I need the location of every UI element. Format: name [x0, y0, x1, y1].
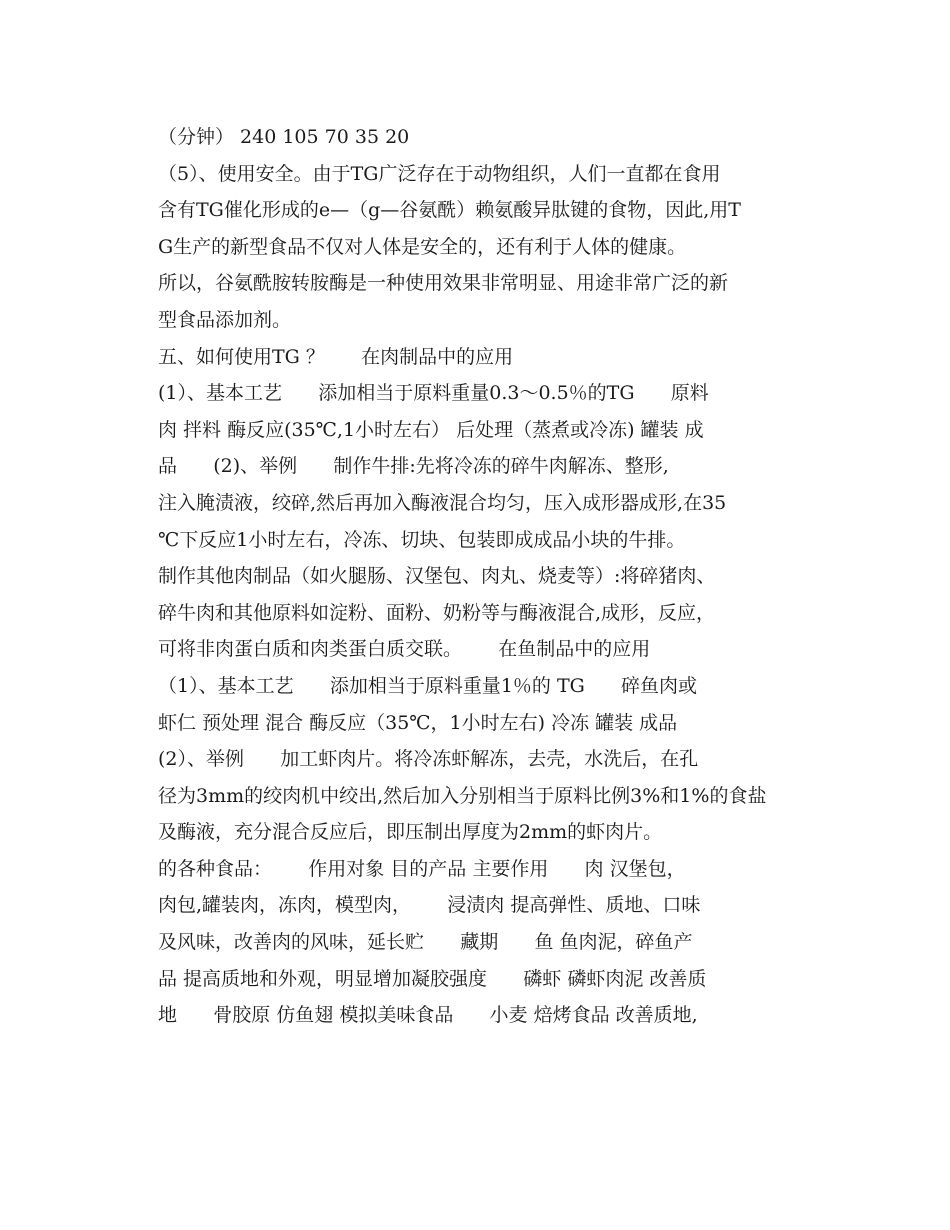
text-line: ℃下反应1小时左右，冷冻、切块、包装即成成品小块的牛排。	[158, 528, 686, 551]
text-line: (2）、举例 加工虾肉片。将冷冻虾解冻，去壳，水洗后，在孔	[158, 748, 699, 771]
text-line: 的各种食品： 作用对象 目的产品 主要作用 肉 汉堡包，	[158, 857, 686, 880]
text-line: 地 骨胶原 仿鱼翅 模拟美味食品 小麦 焙烤食品 改善质地,	[158, 1004, 698, 1027]
text-line: （分钟） 240 105 70 35 20	[158, 126, 410, 148]
text-line: 所以，谷氨酰胺转胺酶是一种使用效果非常明显、用途非常广泛的新	[158, 272, 729, 295]
text-line: 虾仁 预处理 混合 酶反应（35℃，1小时左右) 冷冻 罐装 成品	[158, 711, 678, 734]
text-line: 及风味，改善肉的风味，延长贮 藏期 鱼 鱼肉泥，碎鱼产	[158, 931, 693, 954]
text-line: （1）、基本工艺 添加相当于原料重量1％的 TG 碎鱼肉或	[158, 674, 698, 697]
text-line: 五、如何使用TG ？ 在肉制品中的应用	[158, 345, 514, 368]
text-line: 碎牛肉和其他原料如淀粉、面粉、奶粉等与酶液混合,成形，反应，	[158, 601, 716, 624]
text-line: 品 提高质地和外观，明显增加凝胶强度 磷虾 磷虾肉泥 改善质	[158, 967, 707, 990]
text-line: 肉 拌料 酶反应(35℃,1小时左右） 后处理（蒸煮或冷冻) 罐装 成	[158, 418, 704, 441]
text-line: (1）、基本工艺 添加相当于原料重量0.3～0.5％的TG 原料	[158, 382, 709, 405]
text-line: （5）、使用安全。由于TG广泛存在于动物组织，人们一直都在食用	[158, 162, 721, 185]
text-line: 及酶液，充分混合反应后，即压制出厚度为2mm的虾肉片。	[158, 821, 663, 844]
text-line: 可将非肉蛋白质和肉类蛋白质交联。 在鱼制品中的应用	[158, 638, 651, 661]
text-line: G生产的新型食品不仅对人体是安全的，还有利于人体的健康。	[158, 235, 687, 258]
text-line: 品 (2)、举例 制作牛排:先将冷冻的碎牛肉解冻、整形,	[158, 455, 669, 478]
text-line: 注入腌渍液，绞碎,然后再加入酶液混合均匀，压入成形器成形,在35	[158, 491, 727, 514]
text-line: 制作其他肉制品（如火腿肠、汉堡包、肉丸、烧麦等）:将碎猪肉、	[158, 565, 716, 588]
text-line: 型食品添加剂。	[158, 308, 292, 331]
text-line: 径为3mm的绞肉机中绞出,然后加入分别相当于原料比例3%和1%的食盐	[158, 784, 767, 807]
text-line: 含有TG催化形成的e—（g—谷氨酰）赖氨酸异肽键的食物，因此,用T	[158, 199, 741, 222]
document-body	[158, 119, 818, 1034]
text-line: 肉包,罐装肉，冻肉，模型肉， 浸渍肉 提高弹性、质地、口味	[158, 894, 701, 917]
